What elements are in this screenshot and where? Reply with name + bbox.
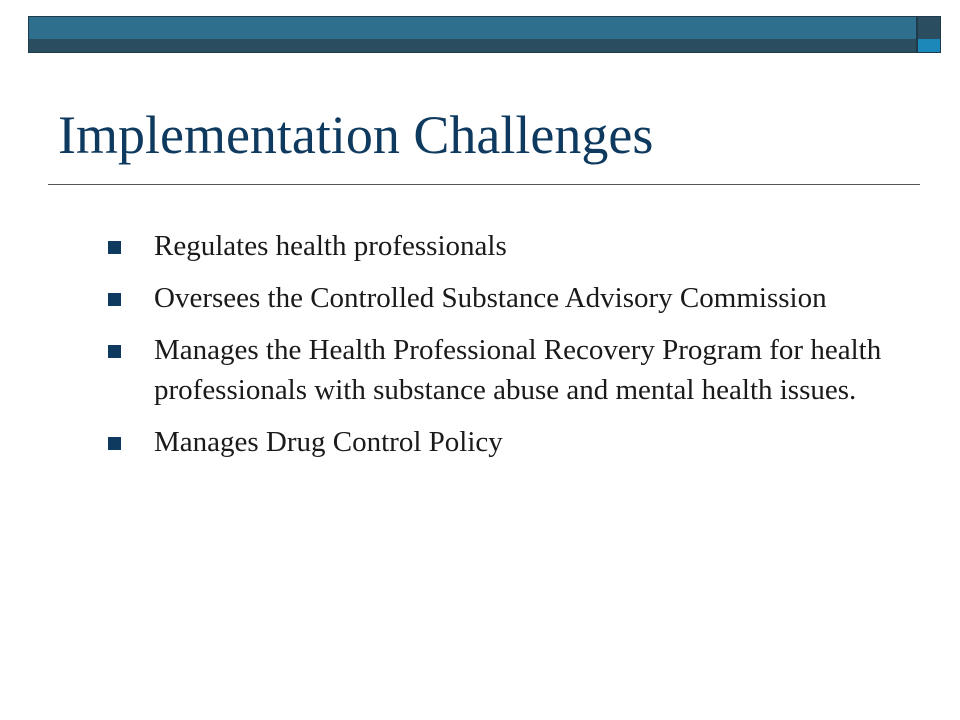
square-bullet-icon [108,437,121,450]
corner-box-bottom [918,39,940,52]
square-bullet-icon [108,293,121,306]
bullet-text: Oversees the Controlled Substance Advisory Commission [154,282,827,314]
bullet-item [106,278,906,318]
corner-box-top [918,17,940,39]
slide-title: Implementation Challenges [58,105,654,165]
bullet-item [106,422,906,462]
corner-decorative-box [917,16,941,53]
bullet-text: Manages the Health Professional Recovery Program for health professionals with substance abuse and mental health issues. [154,334,882,406]
top-bar-stripe-light [29,17,916,39]
bullet-text: Regulates health professionals [154,230,507,262]
square-bullet-icon [108,241,121,254]
bullet-item [106,226,906,266]
top-decorative-bar [28,16,917,53]
square-bullet-icon [108,345,121,358]
bullet-text: Manages Drug Control Policy [154,426,503,458]
bullet-list [106,226,906,474]
bullet-item [106,330,906,410]
title-divider [48,184,920,185]
top-bar-stripe-dark [29,39,916,52]
